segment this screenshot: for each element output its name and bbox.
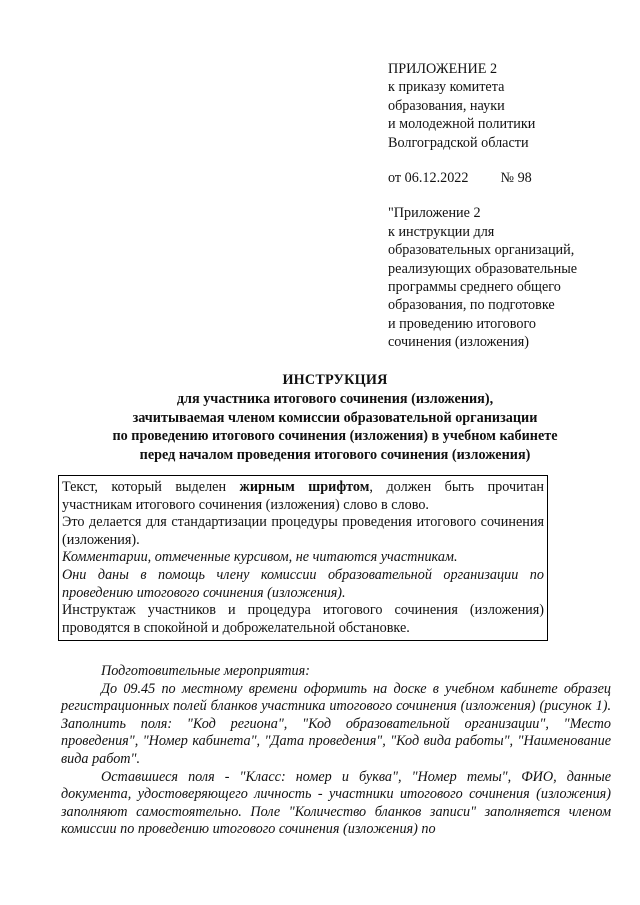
attachment-header bbox=[388, 60, 628, 352]
notice-paragraph bbox=[62, 479, 544, 514]
bold-highlight: жирным шрифтом bbox=[239, 479, 370, 495]
notice-paragraph: Это делается для стандартизации процедуры проведения итогового сочинения (изложения). bbox=[62, 514, 544, 548]
quoted-appendix-line: образовательных организаций, bbox=[388, 242, 575, 259]
instruction-title bbox=[40, 371, 630, 464]
title-main: ИНСТРУКЦИЯ bbox=[282, 372, 388, 388]
body-paragraph: Оставшиеся поля - "Класс: номер и буква", "Номер темы", ФИО, данные документа, удостоверяющего личность - участники итогового сочинения (изложения) заполняют самостоятельно. Поле "Количество бланков записи" заполняется членом комиссии по проведению итогового сочинения (изложения) по bbox=[61, 768, 611, 838]
title-subline: зачитываемая членом комиссии образовательной организации bbox=[132, 409, 538, 426]
body-text bbox=[61, 663, 611, 839]
attachment-line: к приказу комитета bbox=[388, 79, 505, 96]
body-paragraph: До 09.45 по местному времени оформить на доске в учебном кабинете образец регистрационных полей бланков участника итогового сочинения (изложения) (рисунок 1). Заполнить поля: "Код региона", "Код образовательной организации", "Место проведения", "Номер кабинета", "Дата проведения", "Код вида работы", "Наименование вида работ". bbox=[61, 680, 611, 767]
spacer bbox=[388, 152, 628, 169]
quoted-appendix-line: к инструкции для bbox=[388, 223, 495, 240]
quoted-appendix-line: и проведению итогового bbox=[388, 315, 537, 332]
attachment-line: Волгоградской области bbox=[388, 134, 529, 151]
attachment-line: образования, науки bbox=[388, 97, 505, 114]
title-subline: по проведению итогового сочинения (изложения) в учебном кабинете bbox=[112, 428, 558, 445]
attachment-line: и молодежной политики bbox=[388, 116, 536, 133]
notice-box bbox=[58, 475, 548, 641]
order-number: № 98 bbox=[500, 170, 532, 187]
quoted-appendix-line: сочинения (изложения) bbox=[388, 334, 529, 351]
notice-text: , должен быть прочитан участникам итогового сочинения (изложения) слово в слово. bbox=[62, 479, 544, 513]
order-date-number bbox=[388, 169, 628, 187]
body-paragraph: Подготовительные мероприятия: bbox=[101, 663, 310, 679]
spacer bbox=[388, 187, 628, 204]
quoted-appendix-line: программы среднего общего bbox=[388, 279, 561, 296]
notice-paragraph-italic: Они даны в помощь члену комиссии образовательной организации по проведению итогового сочинения (изложения). bbox=[62, 566, 544, 601]
notice-text: Текст, который выделен bbox=[62, 479, 240, 495]
quoted-appendix-line: реализующих образовательные bbox=[388, 260, 578, 277]
title-subline: перед началом проведения итогового сочинения (изложения) bbox=[139, 446, 531, 463]
order-date: от 06.12.2022 bbox=[388, 170, 469, 187]
notice-paragraph-italic: Комментарии, отмеченные курсивом, не читаются участникам. bbox=[62, 549, 458, 566]
attachment-title: ПРИЛОЖЕНИЕ 2 bbox=[388, 61, 498, 77]
notice-paragraph: Инструктаж участников и процедура итогового сочинения (изложения) проводятся в спокойной и доброжелательной обстановке. bbox=[62, 602, 544, 636]
title-subline: для участника итогового сочинения (изложения), bbox=[176, 391, 494, 408]
quoted-appendix-line: "Приложение 2 bbox=[388, 205, 481, 222]
quoted-appendix-line: образования, по подготовке bbox=[388, 297, 555, 314]
